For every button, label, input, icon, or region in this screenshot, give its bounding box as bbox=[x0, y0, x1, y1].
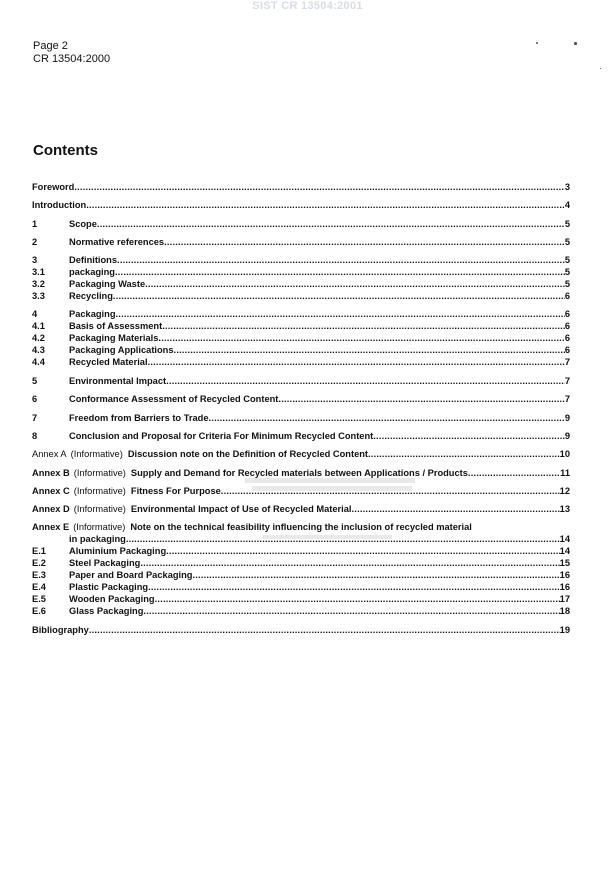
toc-entry-label: Scope bbox=[69, 219, 97, 229]
document-id: CR 13504:2000 bbox=[33, 53, 111, 65]
toc-leader bbox=[209, 412, 565, 424]
toc-page-number: 6 bbox=[564, 321, 570, 331]
toc-annex-id: Annex A bbox=[32, 449, 67, 459]
toc-entry-annex-section[interactable] bbox=[32, 545, 570, 557]
toc-section-number: 2 bbox=[32, 237, 38, 247]
toc-section-number: E.3 bbox=[32, 570, 46, 580]
toc-entry-label: Plastic Packaging bbox=[69, 582, 149, 592]
toc-entry-annex[interactable] bbox=[32, 448, 570, 460]
toc-entry-label: Packaging Materials bbox=[69, 333, 159, 343]
toc-entry-label: Normative references bbox=[69, 237, 165, 247]
toc-leader bbox=[166, 375, 565, 387]
toc-leader bbox=[143, 605, 559, 617]
toc-entry-label: Recycling bbox=[69, 291, 113, 301]
toc-leader bbox=[155, 593, 560, 605]
toc-entry-annex[interactable] bbox=[32, 503, 570, 515]
toc-annex-type: (Informative) bbox=[73, 522, 126, 532]
toc-entry-annex[interactable] bbox=[32, 485, 570, 497]
toc-page-number: 19 bbox=[559, 625, 570, 635]
toc-leader bbox=[368, 448, 560, 460]
toc-entry-label: Bibliography bbox=[32, 625, 89, 635]
toc-entry-label: packaging bbox=[69, 267, 115, 277]
page-header bbox=[33, 40, 110, 66]
toc-leader bbox=[174, 344, 565, 356]
toc-leader bbox=[97, 218, 565, 230]
toc-entry-label: Packaging Waste bbox=[69, 279, 146, 289]
toc-page-number: 15 bbox=[559, 558, 570, 568]
toc-page-number: 17 bbox=[559, 594, 570, 604]
toc-leader bbox=[221, 485, 560, 497]
toc-section-number: 6 bbox=[32, 394, 38, 404]
toc-entry-label: Basis of Assessment bbox=[69, 321, 163, 331]
toc-entry-label: Recycled Material bbox=[69, 357, 148, 367]
toc-annex-id: Annex B bbox=[32, 468, 70, 478]
toc-entry-annex-section[interactable] bbox=[32, 581, 570, 593]
toc-entry-annex[interactable] bbox=[32, 467, 570, 479]
toc-section-number: 3.3 bbox=[32, 291, 45, 301]
toc-entry-introduction[interactable] bbox=[32, 199, 570, 211]
toc-entry-section[interactable] bbox=[32, 254, 570, 266]
toc-entry-section[interactable] bbox=[32, 218, 570, 230]
toc-entry-label: Supply and Demand for Recycled materials between Applications / Products bbox=[130, 468, 468, 478]
toc-section-number: 4.1 bbox=[32, 321, 45, 331]
toc-page-number: 6 bbox=[564, 291, 570, 301]
toc-entry-subsection[interactable] bbox=[32, 356, 570, 368]
scan-speck bbox=[536, 42, 538, 44]
toc-page-number: 6 bbox=[564, 309, 570, 319]
toc-entry-subsection[interactable] bbox=[32, 266, 570, 278]
toc-page-number: 5 bbox=[564, 237, 570, 247]
toc-page-number: 16 bbox=[559, 582, 570, 592]
toc-page-number: 5 bbox=[564, 255, 570, 265]
toc-entry-section[interactable] bbox=[32, 412, 570, 424]
toc-entry-annex[interactable] bbox=[32, 521, 570, 533]
toc-leader bbox=[126, 533, 560, 545]
toc-page-number: 7 bbox=[564, 357, 570, 367]
toc-entry-subsection[interactable] bbox=[32, 332, 570, 344]
toc-leader bbox=[89, 624, 560, 636]
toc-section-number: 3.1 bbox=[32, 267, 45, 277]
toc-leader bbox=[140, 557, 559, 569]
toc-leader bbox=[468, 467, 560, 479]
toc-entry-label: Environmental Impact of Use of Recycled Material bbox=[130, 504, 352, 514]
toc-entry-annex-section[interactable] bbox=[32, 605, 570, 617]
watermark: SIST CR 13504:2001 bbox=[252, 0, 363, 12]
toc-leader bbox=[166, 545, 560, 557]
toc-page-number: 9 bbox=[564, 431, 570, 441]
toc-entry-subsection[interactable] bbox=[32, 344, 570, 356]
toc-section-number: E.5 bbox=[32, 594, 46, 604]
toc-page-number: 9 bbox=[564, 413, 570, 423]
page-title: Contents bbox=[33, 142, 98, 159]
toc-page-number: 14 bbox=[559, 546, 570, 556]
toc-annex-type: (Informative) bbox=[73, 504, 126, 514]
toc-annex-id: Annex E bbox=[32, 522, 70, 532]
toc-section-number: 4 bbox=[32, 309, 38, 319]
toc-section-number: 3 bbox=[32, 255, 38, 265]
toc-entry-label: Introduction bbox=[32, 200, 87, 210]
toc-entry-subsection[interactable] bbox=[32, 278, 570, 290]
toc-section-number: 4.3 bbox=[32, 345, 45, 355]
toc-page-number: 14 bbox=[559, 534, 570, 544]
toc-leader bbox=[148, 581, 560, 593]
toc-leader bbox=[116, 308, 565, 320]
toc-leader bbox=[158, 332, 564, 344]
toc-page-number: 13 bbox=[559, 504, 570, 514]
toc-leader bbox=[86, 199, 565, 211]
toc-page-number: 5 bbox=[564, 219, 570, 229]
toc-entry-label: Conformance Assessment of Recycled Content bbox=[69, 394, 279, 404]
toc-section-number: 1 bbox=[32, 219, 38, 229]
toc-section-number: 7 bbox=[32, 413, 38, 423]
toc-section-number: E.2 bbox=[32, 558, 46, 568]
toc-page-number: 3 bbox=[564, 182, 570, 192]
toc-entry-label: Packaging bbox=[69, 309, 116, 319]
toc-entry-label: Glass Packaging bbox=[69, 606, 144, 616]
toc-leader bbox=[113, 290, 565, 302]
toc-page-number: 10 bbox=[559, 449, 570, 459]
toc-entry-label: Environmental Impact bbox=[69, 376, 167, 386]
toc-leader bbox=[148, 356, 565, 368]
toc-entry-section[interactable] bbox=[32, 430, 570, 442]
toc-leader bbox=[164, 236, 565, 248]
page-number: Page 2 bbox=[33, 40, 68, 52]
toc-annex-id: Annex D bbox=[32, 504, 70, 514]
scan-speck bbox=[574, 42, 577, 45]
toc-section-number: 4.4 bbox=[32, 357, 45, 367]
toc-leader bbox=[117, 254, 565, 266]
toc-leader bbox=[352, 503, 560, 515]
toc-section-number: E.4 bbox=[32, 582, 46, 592]
toc-annex-type: (Informative) bbox=[73, 468, 126, 478]
toc-entry-section[interactable] bbox=[32, 308, 570, 320]
toc-annex-id: Annex C bbox=[32, 486, 70, 496]
toc-entry-label: Packaging Applications bbox=[69, 345, 174, 355]
toc-entry-annex-continuation[interactable] bbox=[32, 533, 570, 545]
toc-entry-bibliography[interactable] bbox=[32, 624, 570, 636]
toc-entry-section[interactable] bbox=[32, 375, 570, 387]
toc-entry-label: Note on the technical feasibility influencing the inclusion of recycled material bbox=[130, 522, 472, 532]
toc-entry-label: Steel Packaging bbox=[69, 558, 141, 568]
toc-leader bbox=[278, 393, 564, 405]
toc-entry-label: Foreword bbox=[32, 182, 75, 192]
toc-page-number: 5 bbox=[564, 279, 570, 289]
toc-page-number: 18 bbox=[559, 606, 570, 616]
toc-page-number: 6 bbox=[564, 345, 570, 355]
toc-leader bbox=[162, 320, 565, 332]
scan-speck bbox=[600, 68, 601, 69]
toc-entry-section[interactable] bbox=[32, 236, 570, 248]
toc-page-number: 7 bbox=[564, 394, 570, 404]
toc-page-number: 12 bbox=[559, 486, 570, 496]
toc-entry-section[interactable] bbox=[32, 393, 570, 405]
toc-page-number: 16 bbox=[559, 570, 570, 580]
toc-page-number: 5 bbox=[564, 267, 570, 277]
toc-entry-label: Wooden Packaging bbox=[69, 594, 155, 604]
toc-section-number: 3.2 bbox=[32, 279, 45, 289]
toc-page-number: 11 bbox=[560, 468, 570, 478]
toc-entry-label: Freedom from Barriers to Trade bbox=[69, 413, 209, 423]
toc-annex-type: (Informative) bbox=[73, 486, 126, 496]
toc-entry-annex-section[interactable] bbox=[32, 593, 570, 605]
toc-leader bbox=[145, 278, 565, 290]
toc-page-number: 4 bbox=[564, 200, 570, 210]
toc-leader bbox=[192, 569, 559, 581]
toc-entry-subsection[interactable] bbox=[32, 320, 570, 332]
toc-page-number: 7 bbox=[564, 376, 570, 386]
toc-leader bbox=[74, 181, 564, 193]
toc-section-number: 4.2 bbox=[32, 333, 45, 343]
toc-section-number: 8 bbox=[32, 431, 38, 441]
toc-entry-foreword[interactable] bbox=[32, 181, 570, 193]
toc-entry-label: Fitness For Purpose bbox=[130, 486, 221, 496]
toc-section-number: E.1 bbox=[32, 546, 46, 556]
toc-entry-label: Paper and Board Packaging bbox=[69, 570, 193, 580]
toc-entry-label: Conclusion and Proposal for Criteria For Minimum Recycled Content bbox=[69, 431, 374, 441]
toc-entry-label: Definitions bbox=[69, 255, 118, 265]
toc-annex-type: (Informative) bbox=[70, 449, 123, 459]
toc-entry-label: in packaging bbox=[69, 534, 126, 544]
toc-leader bbox=[373, 430, 565, 442]
toc-entry-annex-section[interactable] bbox=[32, 569, 570, 581]
toc-entry-subsection[interactable] bbox=[32, 290, 570, 302]
toc-entry-label: Aluminium Packaging bbox=[69, 546, 167, 556]
toc-page-number: 6 bbox=[564, 333, 570, 343]
toc-section-number: 5 bbox=[32, 376, 38, 386]
toc-entry-label: Discussion note on the Definition of Recycled Content bbox=[127, 449, 369, 459]
toc-leader bbox=[115, 266, 565, 278]
toc-section-number: E.6 bbox=[32, 606, 46, 616]
toc-entry-annex-section[interactable] bbox=[32, 557, 570, 569]
